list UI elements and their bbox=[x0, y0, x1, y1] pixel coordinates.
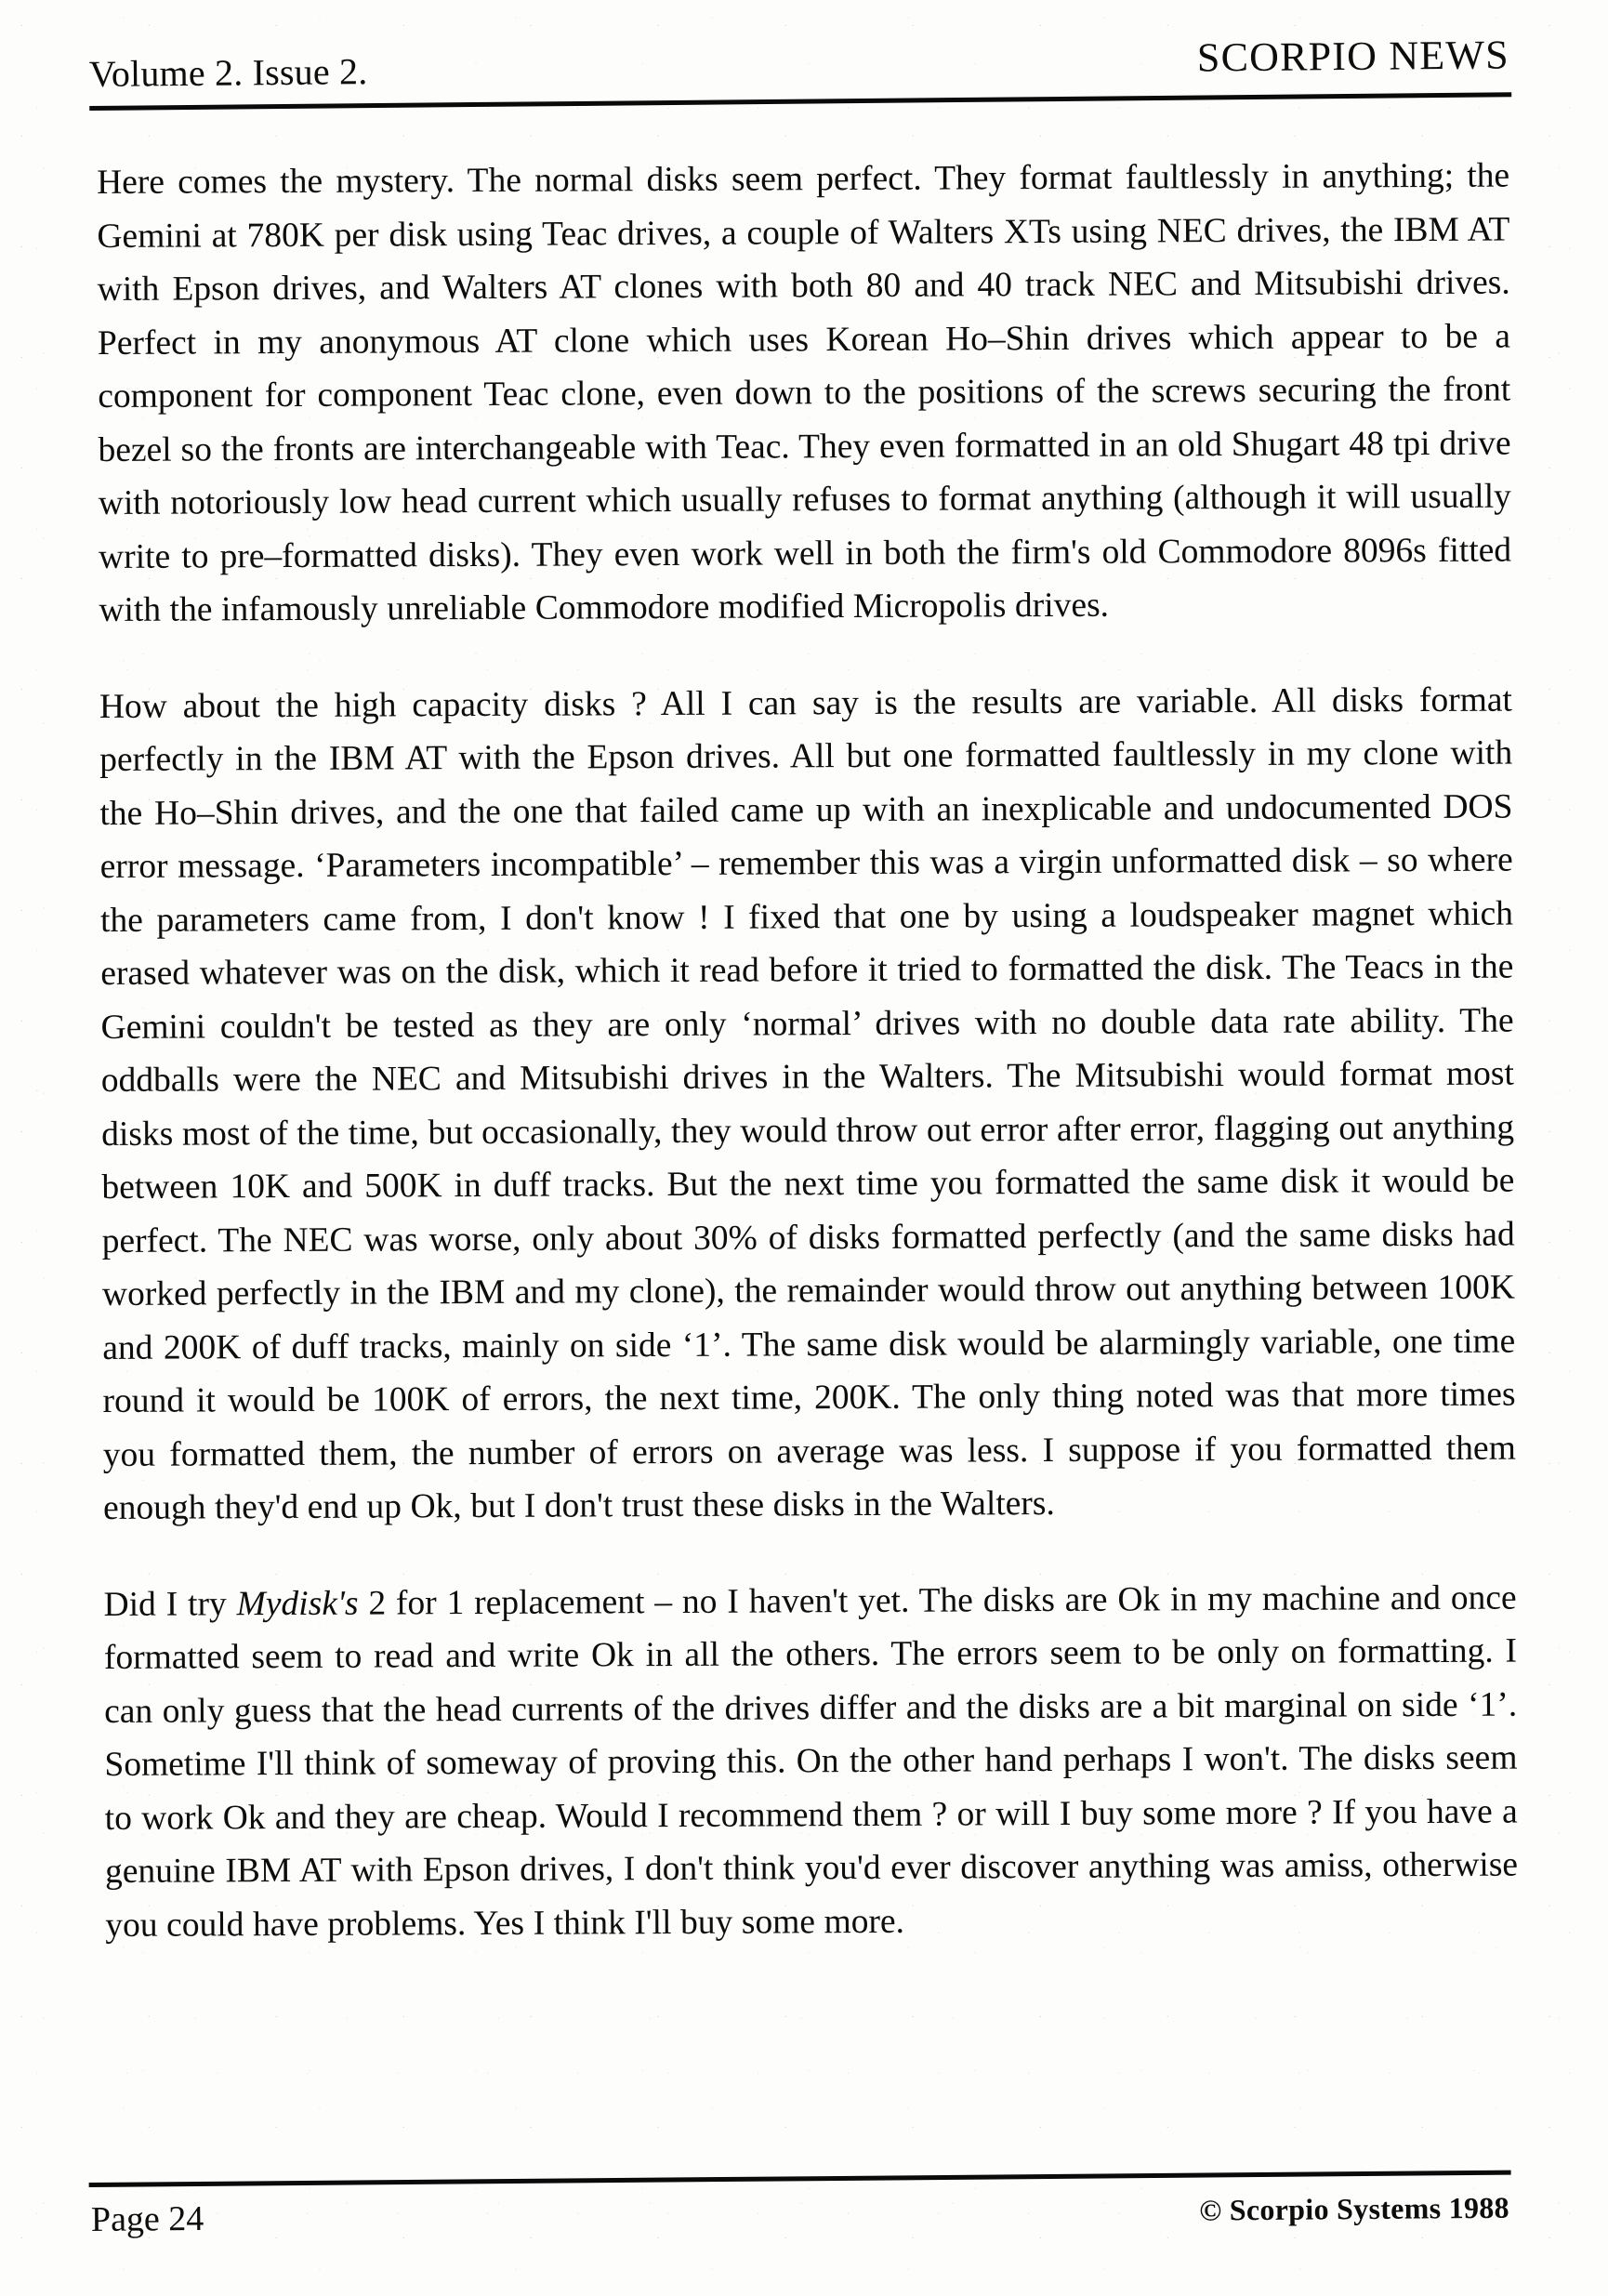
paragraph-3 bbox=[103, 1571, 1518, 1952]
volume-issue-label: Volume 2. Issue 2. bbox=[88, 50, 368, 95]
paragraph-3-rest: 2 for 1 replacement – no I haven't yet. The disks are Ok in my machine and once formatted seem to read and write Ok in all the others. The errors seem to be only on formatting. I can only guess that the head currents of the drives differ and the disks are a bit marginal on side ‘1’. Sometime I'll think of someway of proving this. On the other hand perhaps I won't. The disks seem to work Ok and they are cheap. Would I recommend them ? or will I buy some more ? If you have a genuine IBM AT with Epson drives, I don't think you'd ever discover anything was amiss, otherwise you could have problems. Yes I think I'll buy some more. bbox=[103, 1578, 1519, 1945]
publication-title: SCORPIO NEWS bbox=[1196, 32, 1510, 81]
article-body bbox=[97, 150, 1518, 1952]
page-header bbox=[88, 32, 1511, 119]
paragraph-3-lead: Did I try bbox=[103, 1584, 237, 1624]
header-divider bbox=[89, 92, 1511, 111]
copyright-notice: © Scorpio Systems 1988 bbox=[1199, 2190, 1510, 2227]
page-footer bbox=[89, 2183, 1511, 2266]
paragraph-1: Here comes the mystery. The normal disks seem perfect. They format faultlessly in anything; the Gemini at 780K per disk using Teac drives, a couple of Walters XTs using NEC drives, the IBM AT with Epson drives, and Walters AT clones with both 80 and 40 track NEC and Mitsubishi drives. Perfect in my anonymous AT clone which uses Korean Ho–Shin drives which appear to be a component for component Teac clone, even down to the positions of the screws securing the front bezel so the fronts are interchangeable with Teac. They even formatted in an old Shugart 48 tpi drive with notoriously low head current which usually refuses to format anything (although it will usually write to pre–formatted disks). They even work well in both the firm's old Commodore 8096s fitted with the infamously unreliable Commodore modified Micropolis drives. bbox=[97, 156, 1512, 629]
paragraph-2: How about the high capacity disks ? All I can say is the results are variable. All disks format perfectly in the IBM AT with the Epson drives. All but one formatted faultlessly in my clone with the Ho–Shin drives, and the one that failed came up with an inexplicable and undocumented DOS error message. ‘Parameters incompatible’ – remember this was a virgin unformatted disk – so where the parameters came from, I don't know ! I fixed that one by using a loudspeaker magnet which erased whatever was on the disk, which it read before it tried to formatted the disk. The Teacs in the Gemini couldn't be tested as they are only ‘normal’ drives with no double data rate ability. The oddballs were the NEC and Mitsubishi drives in the Walters. The Mitsubishi would format most disks most of the time, but occasionally, they would throw out error after error, flagging out anything between 10K and 500K in duff tracks. But the next time you formatted the same disk it would be perfect. The NEC was worse, only about 30% of disks formatted perfectly (and the same disks had worked perfectly in the IBM and my clone), the remainder would throw out anything between 100K and 200K of duff tracks, mainly on side ‘1’. The same disk would be alarmingly variable, one time round it would be 100K of errors, the next time, 200K. The only thing noted was that more times you formatted them, the number of errors on average was less. I suppose if you formatted them enough they'd end up Ok, but I don't trust these disks in the Walters. bbox=[99, 680, 1516, 1527]
page-number-label: Page 24 bbox=[90, 2198, 204, 2239]
footer-divider bbox=[89, 2171, 1511, 2187]
product-name-emphasis: Mydisk's bbox=[236, 1584, 359, 1623]
